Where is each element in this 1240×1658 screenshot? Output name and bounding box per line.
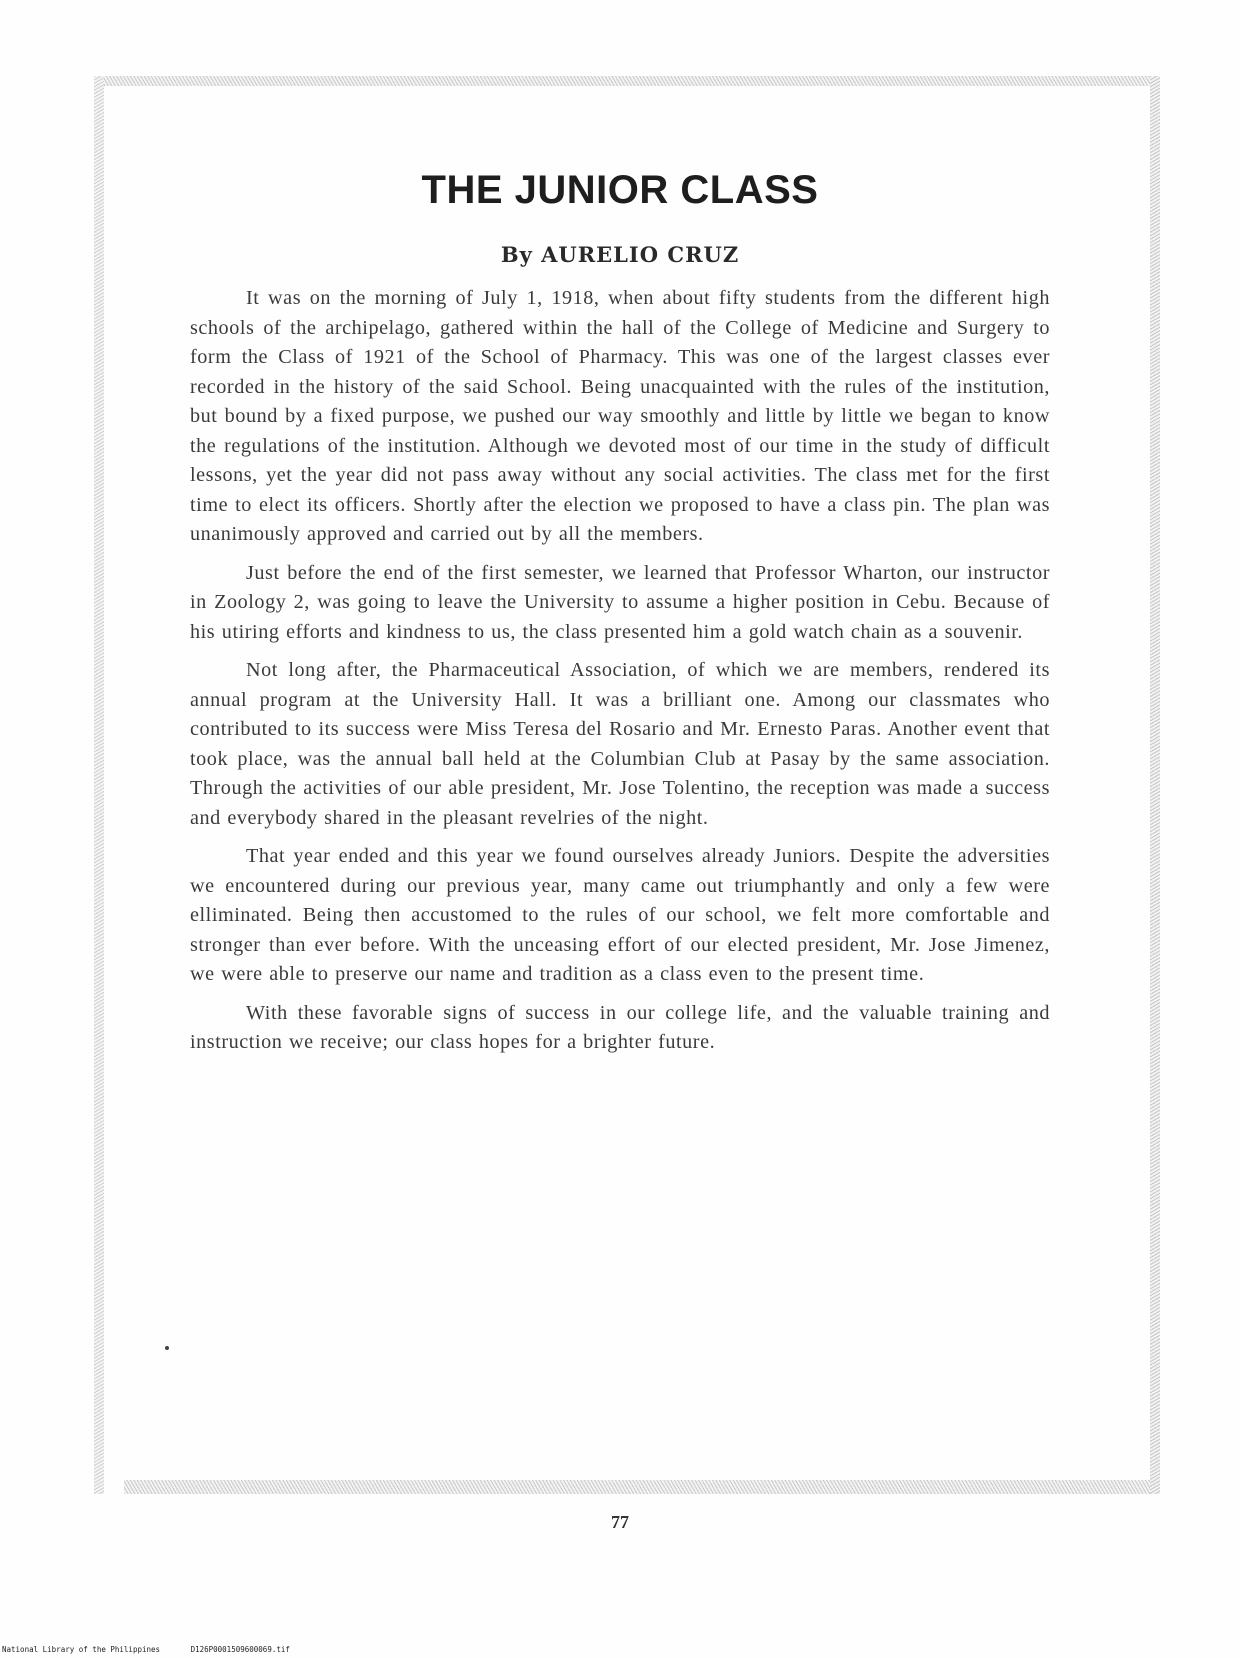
paragraph: It was on the morning of July 1, 1918, when about fifty students from the different high schools of the archipelago, gathered within the hall of the College of Medicine and Surgery to form the Class of 1921 of the School of Pharmacy. This was one of the largest classes ever recorded in the history of the said School. Being unacquainted with the rules of the institution, but bound by a fixed purpose, we pushed our way smoothly and little by little we began to know the regulations of the institution. Although we devoted most of our time in the study of difficult lessons, yet the year did not pass away without any social activities. The class met for the first time to elect its officers. Shortly after the election we proposed to have a class pin. The plan was unanimously approved and carried out by all the members.	[190, 287, 1050, 545]
frame-top-edge	[94, 76, 1160, 86]
page-number: 77	[611, 1512, 629, 1532]
library-credit: National Library of the Philippines	[2, 1645, 161, 1654]
article-byline: By AURELIO CRUZ	[500, 242, 740, 267]
paragraph: That year ended and this year we found ourselves already Juniors. Despite the adversities we encountered during our previous year, many came out triumphantly and only a few were elliminated. Being then accustomed to the rules of our school, we felt more comfortable and stronger than ever before. With the unceasing effort of our elected president, Mr. Jose Jimenez, we were able to preserve our name and tradition as a class even to the present time.	[190, 845, 1050, 985]
ink-speck	[165, 1346, 169, 1350]
frame-right-edge	[1150, 76, 1160, 1494]
article-body	[190, 284, 1050, 1067]
scan-credit-footer	[2, 1645, 290, 1654]
paragraph: Just before the end of the first semester, we learned that Professor Wharton, our instructor in Zoology 2, was going to leave the University to assume a higher position in Cebu. Because of his utiring efforts and kindness to us, the class presented him a gold watch chain as a souvenir.	[190, 561, 1050, 643]
frame-left-edge	[94, 76, 104, 1494]
file-identifier: D126P0001509600069.tif	[190, 1645, 290, 1654]
paragraph: Not long after, the Pharmaceutical Association, of which we are members, rendered its annual program at the University Hall. It was a brilliant one. Among our classmates who contributed to its success were Miss Teresa del Rosario and Mr. Ernesto Paras. Another event that took place, was the annual ball held at the Columbian Club at Pasay by the same association. Through the activities of our able president, Mr. Jose Tolentino, the reception was made a success and everybody shared in the pleasant revelries of the night.	[190, 659, 1050, 829]
frame-bottom-edge	[124, 1480, 1160, 1494]
article-title: THE JUNIOR CLASS	[421, 168, 819, 212]
paragraph: With these favorable signs of success in our college life, and the valuable training and instruction we receive; our class hopes for a brighter future.	[190, 1001, 1050, 1053]
